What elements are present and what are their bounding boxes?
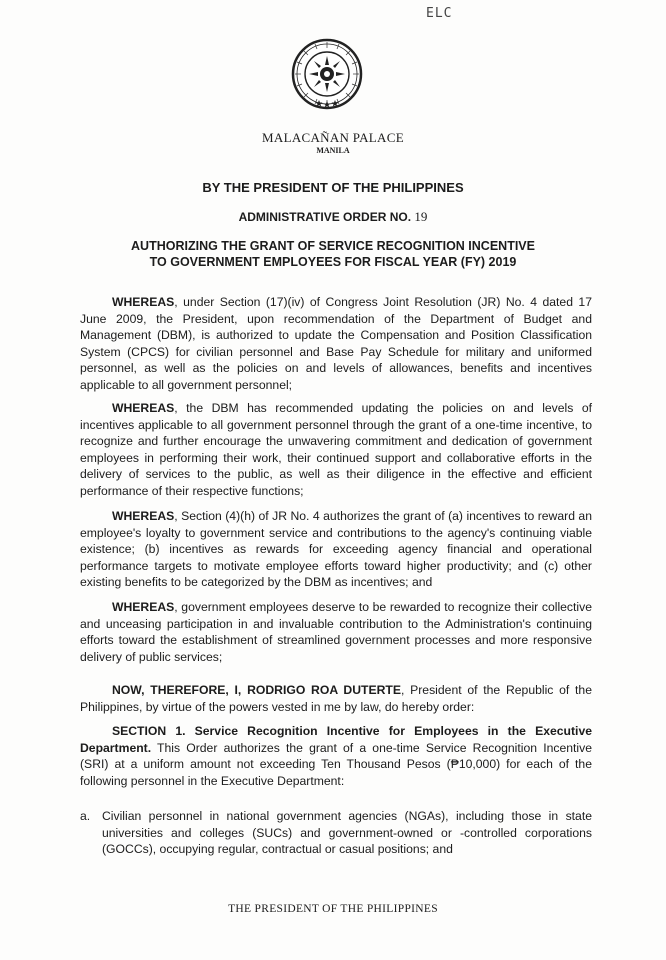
paragraph-lead: WHEREAS bbox=[112, 509, 175, 523]
paragraph-text: , government employees deserve to be rewarded to recognize their collective and unceasing participation in and invaluable contribution to the Administration's continuing efforts toward the establishment of streamlined government processes and more responsive delivery of public services; bbox=[80, 600, 592, 664]
handwritten-annotation: ELC bbox=[426, 6, 453, 21]
city-name: MANILA bbox=[316, 146, 350, 155]
order-title-line-2: TO GOVERNMENT EMPLOYEES FOR FISCAL YEAR (FY) 2019 bbox=[149, 255, 517, 269]
order-clause-paragraph bbox=[80, 682, 592, 715]
order-label: ADMINISTRATIVE ORDER NO. bbox=[238, 210, 412, 224]
order-number: 19 bbox=[414, 209, 428, 224]
paragraph-text: , President of the Republic of the Philippines, by virtue of the powers vested in me by law, do hereby order: bbox=[80, 683, 592, 714]
paragraph-lead: WHEREAS bbox=[112, 600, 175, 614]
section-heading: SECTION 1. Service Recognition Incentive for Employees in the Executive Department. bbox=[80, 724, 592, 755]
section-1-paragraph bbox=[80, 723, 592, 789]
paragraph-text: , the DBM has recommended updating the policies on and levels of incentives applicable to all government personnel through the grant of a one-time incentive, to recognize and further encourage the unwavering commitment and dedication of government employees in performing their work, their continued support and collaborative efforts in the delivery of services to the public, as well as their diligence in the effective and efficient performance of their respective functions; bbox=[80, 401, 592, 498]
paragraph-text: , under Section (17)(iv) of Congress Joint Resolution (JR) No. 4 dated 17 June 2009, the President, upon recommendation of the Department of Budget and Management (DBM), is authorized to update the Compensation and Position Classification System (CPCS) for civilian personnel and Base Pay Schedule for military and uniformed personnel, as well as the policies on and levels of allowances, benefits and incentives applicable to all government personnel; bbox=[80, 295, 592, 392]
paragraph-lead: WHEREAS bbox=[112, 401, 175, 415]
list-item-label: a. bbox=[80, 809, 91, 823]
paragraph-text: This Order authorizes the grant of a one-time Service Recognition Incentive (SRI) at a uniform amount not exceeding Ten Thousand Pesos (₱10,000) for each of the following personnel in the Executive Department: bbox=[80, 740, 592, 788]
list-item-text: Civilian personnel in national government agencies (NGAs), including those in state universities and colleges (SUCs) and government-owned or -controlled corporations (GOCCs), occupying regular, contractual or casual positions; and bbox=[102, 809, 592, 857]
page-footer: THE PRESIDENT OF THE PHILIPPINES bbox=[228, 903, 438, 915]
whereas-paragraph-2 bbox=[80, 400, 592, 500]
whereas-paragraph-1 bbox=[80, 294, 592, 394]
paragraph-lead: WHEREAS bbox=[112, 295, 175, 309]
list-item bbox=[80, 808, 592, 858]
paragraph-lead: NOW, THEREFORE, I, RODRIGO ROA DUTERTE bbox=[112, 683, 401, 697]
whereas-paragraph-3 bbox=[80, 508, 592, 591]
issuer-heading: BY THE PRESIDENT OF THE PHILIPPINES bbox=[202, 180, 464, 195]
paragraph-text: , Section (4)(h) of JR No. 4 authorizes the grant of (a) incentives to reward an employee's loyalty to government service and contributions to the agency's continuing viable existence; (b) incentives as rewards for exceeding agency financial and operational performance targets to motivate employee efforts toward higher productivity; and (c) other existing benefits to be categorized by the DBM as incentives; and bbox=[80, 509, 592, 590]
palace-name: MALACAÑAN PALACE bbox=[262, 130, 404, 145]
presidential-seal-icon bbox=[291, 38, 363, 110]
order-title bbox=[0, 238, 666, 270]
order-title-line-1: AUTHORIZING THE GRANT OF SERVICE RECOGNITION INCENTIVE bbox=[131, 239, 535, 253]
order-heading bbox=[0, 209, 666, 225]
whereas-paragraph-4 bbox=[80, 599, 592, 665]
